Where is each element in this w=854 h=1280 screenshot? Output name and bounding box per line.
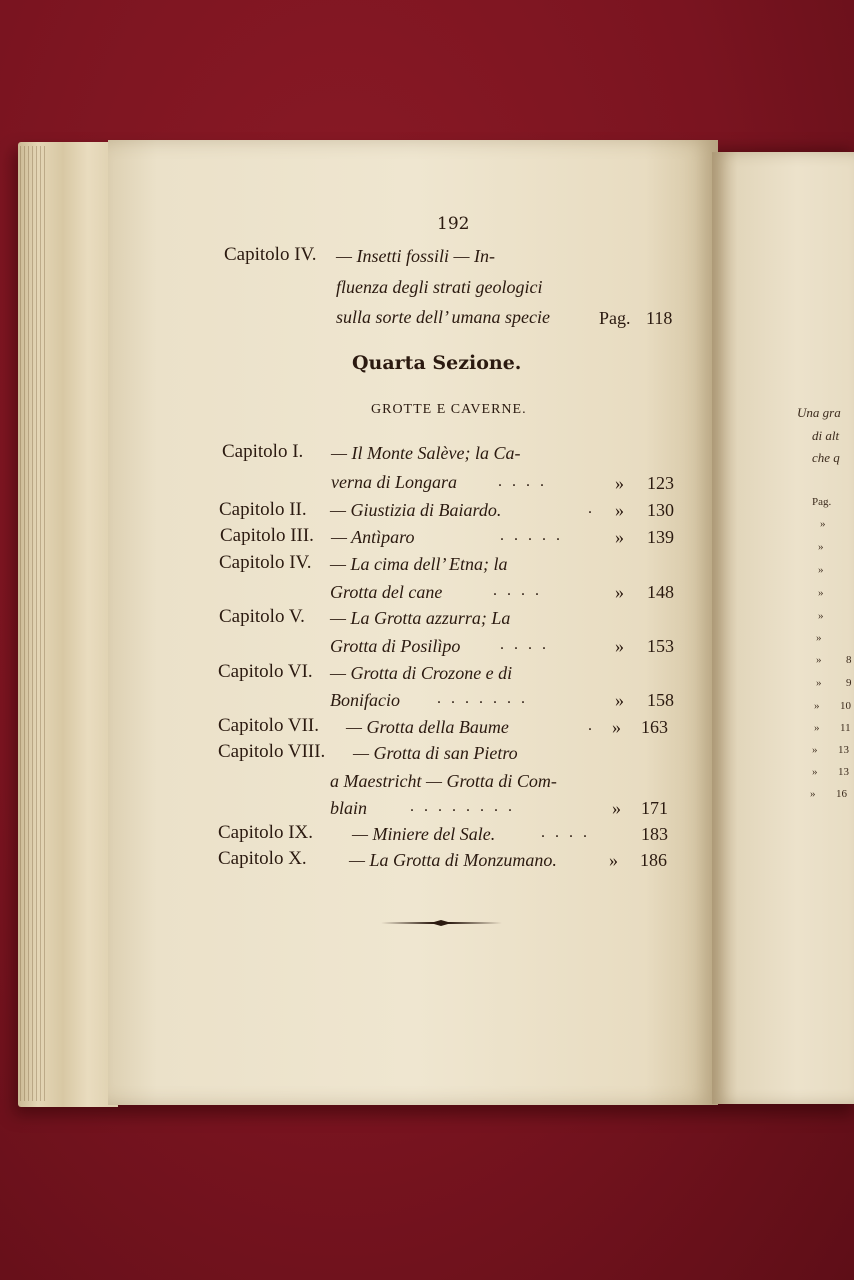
right-page-line: Una gra — [797, 405, 841, 420]
chapter-title: — La Grotta azzurra; La — [330, 608, 511, 628]
chapter-ditto-mark: » — [612, 717, 621, 737]
chapter-title-cont: Grotta di Posilìpo — [330, 636, 461, 656]
chapter-title: — Grotta di san Pietro — [353, 743, 518, 763]
chapter-page: 153 — [647, 636, 674, 656]
chapter-ditto-mark: » — [612, 798, 621, 818]
chapter-label: Capitolo IX. — [218, 822, 313, 843]
intro-title: — Insetti fossili — In- — [336, 246, 496, 266]
right-page-mark: » — [814, 700, 820, 712]
right-page-number: 11 — [840, 722, 851, 734]
leader-dots: . . . . . — [500, 527, 563, 544]
right-page-mark: » — [816, 632, 822, 644]
chapter-title: — Grotta di Crozone e di — [330, 663, 513, 683]
chapter-label: Capitolo VI. — [218, 661, 313, 682]
chapter-ditto-mark: » — [615, 582, 624, 602]
leader-dots: . . . . — [500, 636, 549, 653]
leader-dots: . — [588, 500, 595, 517]
chapter-page: 163 — [641, 717, 668, 737]
page-number: 192 — [437, 214, 470, 234]
chapter-page: 139 — [647, 527, 674, 547]
chapter-title: — La Grotta di Monzumano. — [349, 850, 557, 870]
chapter-page: 148 — [647, 582, 674, 602]
chapter-page: 123 — [647, 473, 674, 493]
chapter-ditto-mark: » — [615, 690, 624, 710]
right-page — [712, 152, 854, 1104]
ornament-rule-icon — [380, 920, 502, 926]
right-page-line: di alt — [812, 428, 840, 443]
chapter-label: Capitolo VII. — [218, 715, 319, 736]
chapter-ditto-mark: » — [615, 473, 624, 493]
right-page-mark: » — [818, 610, 824, 622]
leader-dots: . . . . — [541, 824, 590, 841]
chapter-label: Capitolo VIII. — [218, 741, 326, 762]
chapter-title: — La cima dell’ Etna; la — [330, 554, 508, 574]
leader-dots: . . . . — [498, 473, 547, 490]
section-subtitle: GROTTE E CAVERNE. — [371, 402, 527, 417]
right-page-number: 16 — [836, 788, 847, 800]
right-page-mark: » — [818, 564, 824, 576]
chapter-title-cont: Bonifacio — [330, 690, 400, 710]
chapter-page: 186 — [640, 850, 667, 870]
intro-line2: fluenza degli strati geologici — [336, 277, 543, 297]
chapter-page: 171 — [641, 798, 668, 818]
chapter-title: — Il Monte Salève; la Ca- — [331, 443, 521, 463]
chapter-title: — Giustizia di Baiardo. — [330, 500, 502, 520]
chapter-ditto-mark: » — [615, 500, 624, 520]
leader-dots: . . . . . . . — [437, 690, 528, 707]
chapter-label: Capitolo III. — [220, 525, 314, 546]
chapter-label: Capitolo II. — [219, 499, 307, 520]
right-page-mark: » — [818, 541, 824, 553]
intro-pag-label: Pag. — [599, 308, 631, 328]
right-page-mark: » — [816, 677, 822, 689]
right-page-mark: » — [816, 654, 822, 666]
right-page-mark: » — [812, 744, 818, 756]
chapter-page: 130 — [647, 500, 674, 520]
chapter-title-cont: Grotta del cane — [330, 582, 443, 602]
right-page-number: 10 — [840, 700, 851, 712]
leader-dots: . — [588, 717, 595, 734]
right-page-number: 13 — [838, 766, 849, 778]
chapter-ditto-mark: » — [609, 850, 618, 870]
right-page-number: 13 — [838, 744, 849, 756]
intro-page: 118 — [646, 308, 673, 328]
intro-line3: sulla sorte dell’ umana specie — [336, 307, 550, 327]
chapter-ditto-mark: » — [615, 636, 624, 656]
chapter-title: — Miniere del Sale. — [352, 824, 496, 844]
section-title: Quarta Sezione. — [352, 352, 522, 374]
chapter-title-cont: verna di Longara — [331, 472, 457, 492]
right-page-mark: » — [812, 766, 818, 778]
chapter-title-cont: a Maestricht — Grotta di Com- — [330, 771, 557, 791]
leader-dots: . . . . . . . . — [410, 798, 515, 815]
chapter-page: 183 — [641, 824, 668, 844]
chapter-title: — Grotta della Baume — [346, 717, 509, 737]
right-page-pag-label: Pag. — [812, 496, 832, 508]
chapter-page: 158 — [647, 690, 674, 710]
page-edges — [20, 146, 48, 1101]
right-page-mark: » — [820, 518, 826, 530]
right-page-number: 9 — [846, 677, 852, 689]
chapter-label: Capitolo V. — [219, 606, 305, 627]
right-page-mark: » — [810, 788, 816, 800]
chapter-ditto-mark: » — [615, 527, 624, 547]
intro-label: Capitolo IV. — [224, 244, 317, 265]
right-page-line: che q — [812, 450, 840, 465]
chapter-label: Capitolo I. — [222, 441, 304, 462]
leader-dots: . . . . — [493, 582, 542, 599]
right-page-number: 8 — [846, 654, 852, 666]
chapter-label: Capitolo IV. — [219, 552, 312, 573]
right-page-mark: » — [818, 587, 824, 599]
right-page-mark: » — [814, 722, 820, 734]
chapter-title: — Antìparo — [331, 527, 415, 547]
chapter-label: Capitolo X. — [218, 848, 307, 869]
chapter-title-cont: blain — [330, 798, 368, 818]
